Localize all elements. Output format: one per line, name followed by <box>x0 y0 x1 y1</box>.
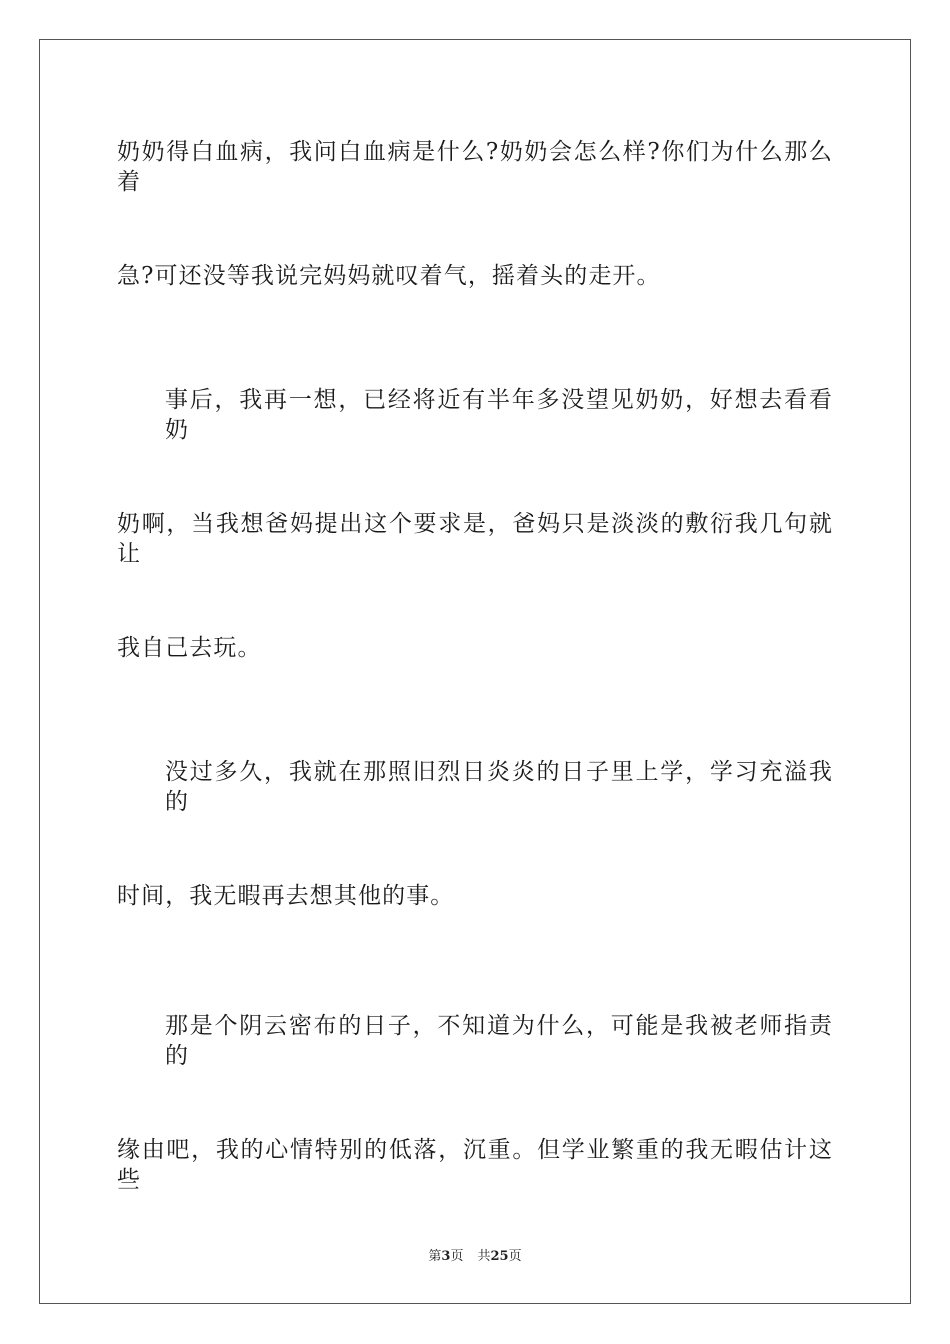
text-line-4: 奶啊，当我想爸妈提出这个要求是，爸妈只是淡淡的敷衍我几句就让 <box>117 511 833 567</box>
footer-page-number: 3 <box>441 1249 451 1264</box>
page-border <box>39 39 911 1304</box>
text-line-8: 那是个阴云密布的日子，不知道为什么，可能是我被老师指责的 <box>165 1013 833 1069</box>
text-line-9: 缘由吧，我的心情特别的低落，沉重。但学业繁重的我无暇估计这些 <box>117 1137 833 1193</box>
text-line-3: 事后，我再一想，已经将近有半年多没望见奶奶，好想去看看奶 <box>165 387 833 443</box>
text-line-1: 奶奶得白血病，我问白血病是什么?奶奶会怎么样?你们为什么那么着 <box>117 139 833 195</box>
footer-page-prefix: 第 <box>428 1249 442 1264</box>
text-line-6: 没过多久，我就在那照旧烈日炎炎的日子里上学，学习充溢我的 <box>165 759 833 815</box>
text-line-5: 我自己去玩。 <box>117 635 262 661</box>
text-line-2: 急?可还没等我说完妈妈就叹着气，摇着头的走开。 <box>117 263 661 289</box>
footer-page-suffix: 页 <box>450 1249 464 1264</box>
footer-total-pages: 25 <box>490 1249 509 1264</box>
text-line-7: 时间，我无暇再去想其他的事。 <box>117 883 455 909</box>
footer-total-suffix: 页 <box>508 1249 522 1264</box>
page-footer <box>0 1248 950 1266</box>
footer-total-prefix: 共 <box>477 1249 491 1264</box>
